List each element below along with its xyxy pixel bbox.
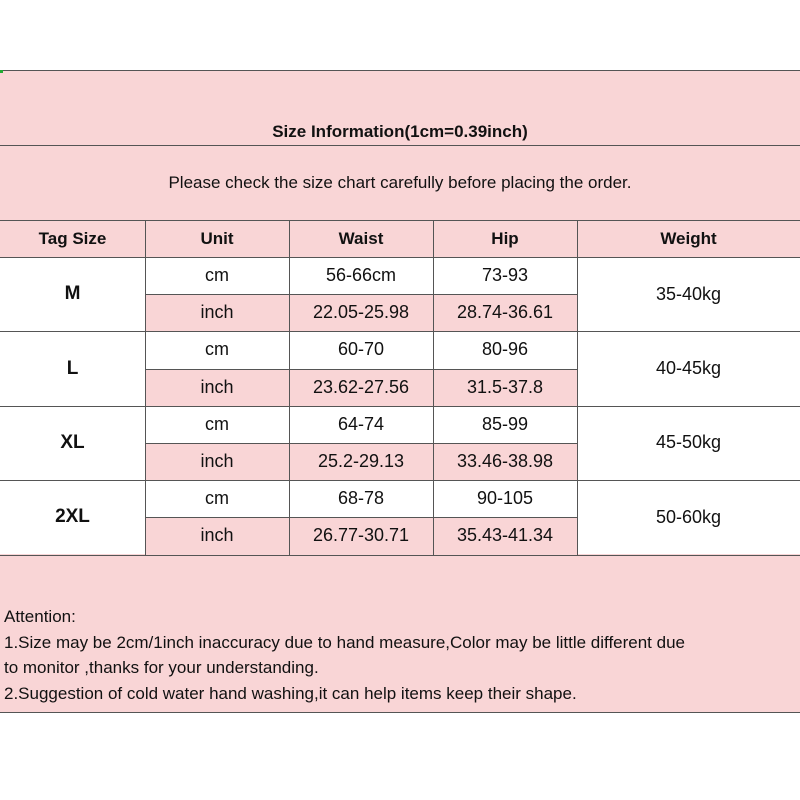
attention-line-3: 2.Suggestion of cold water hand washing,it can help items keep their shape. xyxy=(4,684,577,703)
unit-inch: inch xyxy=(145,369,289,406)
column-header: Unit xyxy=(145,220,289,257)
corner-accent xyxy=(0,70,3,73)
grid-line xyxy=(0,712,800,713)
attention-line-1: 1.Size may be 2cm/1inch inaccuracy due to hand measure,Color may be little different due xyxy=(4,633,685,652)
weight-value: 35-40kg xyxy=(577,257,800,331)
grid-line xyxy=(577,220,578,555)
grid-line xyxy=(0,145,800,146)
unit-inch: inch xyxy=(145,443,289,480)
waist-inch: 22.05-25.98 xyxy=(289,294,433,331)
hip-cm: 85-99 xyxy=(433,406,577,443)
chart-subtitle: Please check the size chart carefully before placing the order. xyxy=(0,145,800,220)
unit-cm: cm xyxy=(145,480,289,517)
hip-inch: 28.74-36.61 xyxy=(433,294,577,331)
grid-line xyxy=(0,220,800,221)
grid-line xyxy=(145,369,577,370)
grid-line xyxy=(145,294,577,295)
grid-line xyxy=(0,70,800,71)
grid-line xyxy=(289,220,290,555)
unit-cm: cm xyxy=(145,406,289,443)
waist-cm: 56-66cm xyxy=(289,257,433,294)
grid-line xyxy=(0,555,800,556)
size-label: M xyxy=(0,257,145,331)
weight-value: 40-45kg xyxy=(577,331,800,405)
hip-inch: 31.5-37.8 xyxy=(433,369,577,406)
grid-line xyxy=(0,257,800,258)
grid-line xyxy=(145,517,577,518)
weight-value: 50-60kg xyxy=(577,480,800,554)
waist-inch: 25.2-29.13 xyxy=(289,443,433,480)
waist-inch: 23.62-27.56 xyxy=(289,369,433,406)
chart-title: Size Information(1cm=0.39inch) xyxy=(0,70,800,145)
unit-cm: cm xyxy=(145,331,289,368)
unit-cm: cm xyxy=(145,257,289,294)
waist-cm: 60-70 xyxy=(289,331,433,368)
waist-inch: 26.77-30.71 xyxy=(289,517,433,554)
unit-inch: inch xyxy=(145,517,289,554)
column-header: Weight xyxy=(577,220,800,257)
column-header: Hip xyxy=(433,220,577,257)
hip-inch: 33.46-38.98 xyxy=(433,443,577,480)
waist-cm: 68-78 xyxy=(289,480,433,517)
attention-line-2: to monitor ,thanks for your understanding. xyxy=(4,658,319,677)
hip-inch: 35.43-41.34 xyxy=(433,517,577,554)
grid-line xyxy=(145,443,577,444)
grid-line xyxy=(433,220,434,555)
waist-cm: 64-74 xyxy=(289,406,433,443)
grid-line xyxy=(0,331,800,332)
size-label: XL xyxy=(0,406,145,480)
size-label: 2XL xyxy=(0,480,145,554)
hip-cm: 80-96 xyxy=(433,331,577,368)
grid-line xyxy=(0,480,800,481)
grid-line xyxy=(0,406,800,407)
grid-line xyxy=(145,220,146,555)
hip-cm: 73-93 xyxy=(433,257,577,294)
size-chart xyxy=(0,70,800,712)
column-header: Tag Size xyxy=(0,220,145,257)
unit-inch: inch xyxy=(145,294,289,331)
column-header: Waist xyxy=(289,220,433,257)
hip-cm: 90-105 xyxy=(433,480,577,517)
weight-value: 45-50kg xyxy=(577,406,800,480)
size-label: L xyxy=(0,331,145,405)
attention-heading: Attention: xyxy=(4,607,76,626)
